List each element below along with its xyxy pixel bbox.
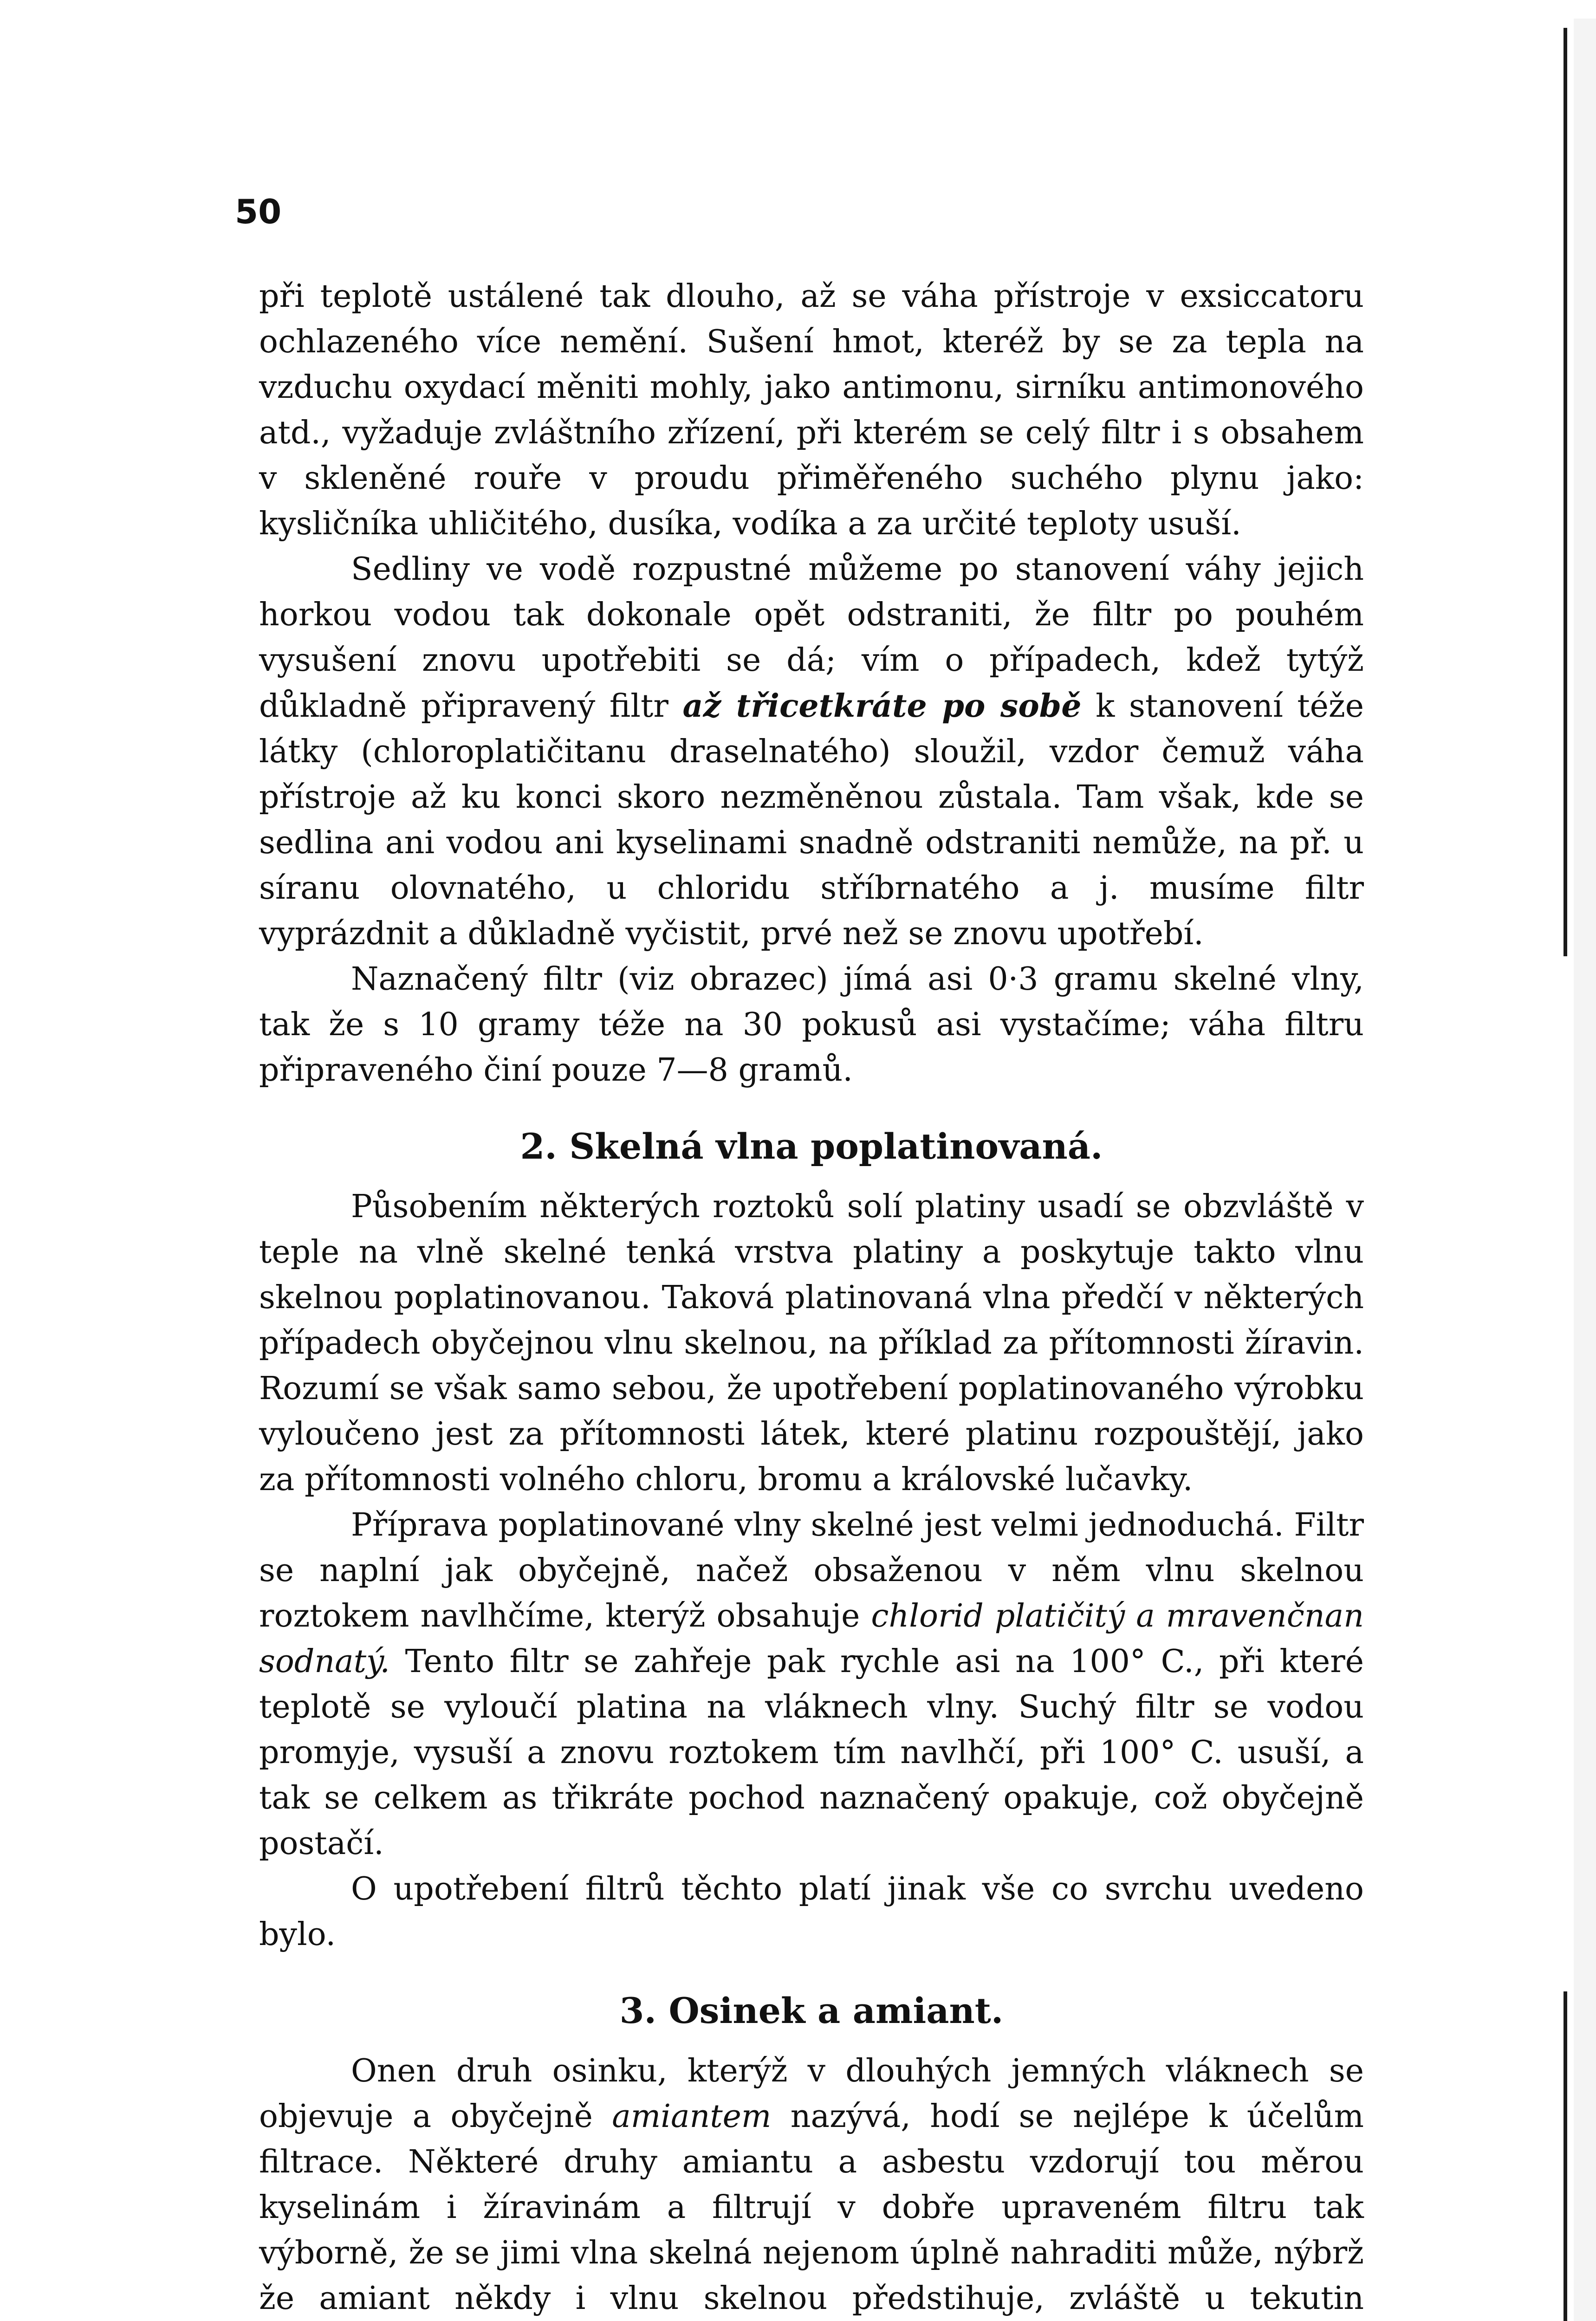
paragraph-2 xyxy=(259,547,1364,957)
paragraph-7-text-a: Onen druh osinku, kterýž v dlouhých jemných vláknech se objevuje a obyčejně xyxy=(259,2053,1364,2135)
page-edge-line-top xyxy=(1564,28,1567,956)
paragraph-2-text-a: Sedliny ve vodě rozpustné můžeme po stanovení váhy jejich horkou vodou tak dokonale opět odstraniti, že filtr po pouhém vysušení znovu upotřebiti se dá; vím o případech, kdež tytýž důkladně připravený filtr xyxy=(259,551,1364,725)
page-number: 50 xyxy=(235,192,282,231)
paragraph-2-text-b: k stanovení téže látky (chloroplatičitanu draselnatého) sloužil, vzdor čemuž váha přístroje až ku konci skoro nezměněnou zůstala. Tam však, kde se sedlina ani vodou ani kyselinami snadně odstraniti nemůže, na př. u síranu olovnatého, u chloridu stříbrnatého a j. musíme filtr vyprázdnit a důkladně vyčistit, prvé než se znovu upotřebí. xyxy=(259,688,1364,952)
paragraph-5-emphasis: chlorid platičitý a mravenčnan sodnatý. xyxy=(259,1598,1364,1680)
page-edge-line-bottom xyxy=(1564,1991,1567,2321)
section-heading-2: 2. Skelná vlna poplatinovaná. xyxy=(520,1126,1103,1167)
paragraph-7 xyxy=(259,2049,1364,2321)
body-text xyxy=(259,274,1364,2321)
section-heading-3: 3. Osinek a amiant. xyxy=(619,1990,1004,2031)
paragraph-2-emphasis: až třicetkráte po sobě xyxy=(682,687,1082,725)
paragraph-5 xyxy=(259,1503,1364,1867)
paragraph-4: Působením některých roztoků solí platiny usadí se obzvláště v teple na vlně skelné tenká vrstva platiny a poskytuje takto vlnu skelnou poplatinovanou. Taková platinovaná vlna předčí v některých případech obyčejnou vlnu skelnou, na příklad za přítomnosti žíravin. Rozumí se však samo sebou, že upotřebení poplatinovaného výrobku vyloučeno jest za přítomnosti látek, které platinu rozpouštějí, jako za přítomnosti volného chloru, bromu a královské lučavky. xyxy=(259,1188,1364,1498)
paragraph-3: Naznačený filtr (viz obrazec) jímá asi 0·3 gramu skelné vlny, tak že s 10 gramy téže na 30 pokusů asi vystačíme; váha filtru připraveného činí pouze 7—8 gramů. xyxy=(259,961,1364,1089)
paragraph-7-emphasis: amiantem xyxy=(612,2098,772,2135)
paragraph-7-text-b: nazývá, hodí se nejlépe k účelům filtrace. Některé druhy amiantu a asbestu vzdorují tou měrou kyselinám i žíravinám a filtrují v dobře upraveném filtru tak výborně, že se jimi vlna skelná nejenom úplně nahraditi může, nýbrž že amiant někdy i vlnu skelnou předstihuje, zvláště u tekutin xyxy=(259,2098,1364,2317)
page-edge-shadow xyxy=(1574,19,1596,2321)
paragraph-5-text-b: Tento filtr se zahřeje pak rychle asi na 100° C., při které teplotě se vyloučí platina na vláknech vlny. Suchý filtr se vodou promyje, vysuší a znovu roztokem tím navlhčí, při 100° C. usuší, a tak se celkem as třikráte pochod naznačený opakuje, což obyčejně postačí. xyxy=(259,1643,1364,1862)
paragraph-6: O upotřebení filtrů těchto platí jinak vše co svrchu uvedeno bylo. xyxy=(259,1871,1364,1953)
paragraph-5-text-a: Příprava poplatinované vlny skelné jest velmi jednoduchá. Filtr se naplní jak obyčejně, načež obsaženou v něm vlnu skelnou roztokem navlhčíme, kterýž obsahuje xyxy=(259,1507,1364,1634)
paragraph-1: při teplotě ustálené tak dlouho, až se váha přístroje v exsiccatoru ochlazeného více nemění. Sušení hmot, kteréž by se za tepla na vzduchu oxydací měniti mohly, jako antimonu, sirníku antimonového atd., vyžaduje zvláštního zřízení, při kterém se celý filtr i s obsahem v skleněné rouře v proudu přiměřeného suchého plynu jako: kysličníka uhličitého, dusíka, vodíka a za určité teploty usuší. xyxy=(259,278,1364,542)
